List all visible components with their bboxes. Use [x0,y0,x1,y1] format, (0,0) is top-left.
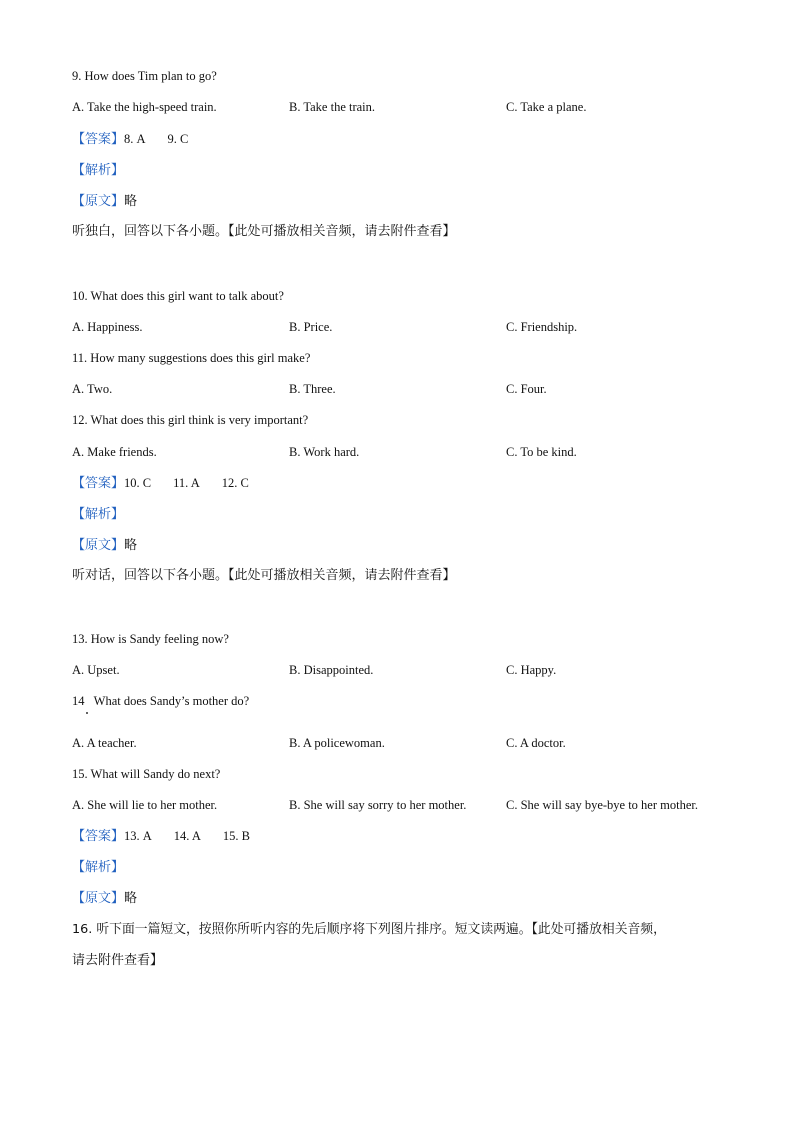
question-11: 11. How many suggestions does this girl make? [72,351,311,365]
original-text: 略 [124,891,138,906]
answer-line-3 [72,828,250,845]
analysis-label-3: 【解析】 [72,860,125,875]
q13-option-c: C. Happy. [506,663,557,677]
q14-option-a: A. A teacher. [72,736,137,750]
analysis-label-2: 【解析】 [72,507,125,522]
answer-item: 12. C [221,476,249,490]
q10-option-b: B. Price. [289,320,333,334]
question-16-line-2: 请去附件查看】 [72,953,164,968]
q15-option-b: B. She will say sorry to her mother. [289,798,467,812]
question-15: 15. What will Sandy do next? [72,767,221,781]
q9-option-b: B. Take the train. [289,100,376,114]
answer-item: 9. C [167,132,189,146]
question-13: 13. How is Sandy feeling now? [72,632,229,646]
q12-option-b: B. Work hard. [289,445,360,459]
answer-item: 14. A [173,829,201,843]
instruction-2: 听对话，回答以下各小题。【此处可播放相关音频，请去附件查看】 [72,568,456,583]
question-14: 14 What does Sandy’s mother do? [72,694,250,708]
original-label: 【原文】 [72,538,125,553]
q15-option-a: A. She will lie to her mother. [72,798,218,812]
q14-option-c: C. A doctor. [506,736,566,750]
stray-dot [86,712,88,714]
q11-option-a: A. Two. [72,382,113,396]
q10-option-c: C. Friendship. [506,320,578,334]
q12-option-a: A. Make friends. [72,445,157,459]
answer-item: 11. A [173,476,200,490]
original-text: 略 [124,538,138,553]
original-text: 略 [124,194,138,209]
q13-option-a: A. Upset. [72,663,120,677]
analysis-label-1: 【解析】 [72,163,125,178]
question-10: 10. What does this girl want to talk about? [72,289,284,303]
original-line-2 [72,537,137,554]
answer-label: 【答案】 [72,132,125,147]
question-9: 9. How does Tim plan to go? [72,69,217,83]
q13-option-b: B. Disappointed. [289,663,374,677]
original-label: 【原文】 [72,194,125,209]
answer-line-2 [72,475,249,492]
instruction-1: 听独白，回答以下各小题。【此处可播放相关音频，请去附件查看】 [72,224,456,239]
q9-option-a: A. Take the high-speed train. [72,100,217,114]
q9-option-c: C. Take a plane. [506,100,587,114]
q12-option-c: C. To be kind. [506,445,577,459]
answer-item: 13. A [124,829,152,843]
original-line-3 [72,890,137,907]
answer-item: 15. B [222,829,250,843]
q11-option-c: C. Four. [506,382,547,396]
question-12: 12. What does this girl think is very important? [72,413,309,427]
original-line-1 [72,193,137,210]
answer-label: 【答案】 [72,829,125,844]
question-16-line-1: 16. 听下面一篇短文，按照你所听内容的先后顺序将下列图片排序。短文读两遍。【此处可播放相关音频， [72,922,666,937]
answer-line-1 [72,131,188,148]
q14-option-b: B. A policewoman. [289,736,385,750]
q15-option-c: C. She will say bye-bye to her mother. [506,798,698,812]
q10-option-a: A. Happiness. [72,320,143,334]
original-label: 【原文】 [72,891,125,906]
answer-item: 10. C [124,476,152,490]
q11-option-b: B. Three. [289,382,336,396]
answer-label: 【答案】 [72,476,125,491]
answer-item: 8. A [124,132,146,146]
